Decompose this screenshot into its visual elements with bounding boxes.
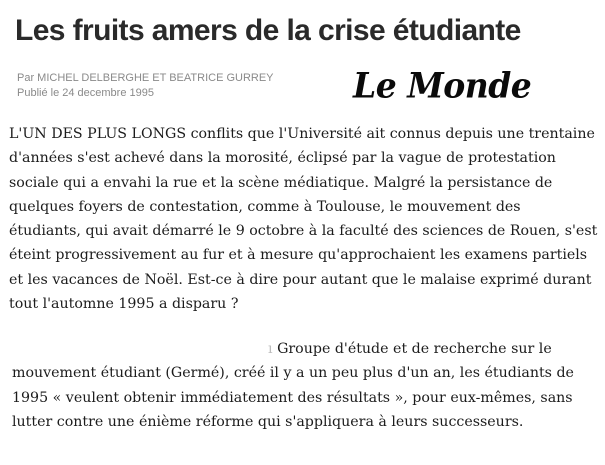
- text-line: d'années s'est achevé dans la morosité, éclipsé par la vague de protestation: [9, 150, 556, 167]
- text-line: lutter contre une énième réforme qui s'appliquera à leurs successeurs.: [12, 413, 524, 430]
- text-line: sociale qui a envahi la rue et la scène médiatique. Malgré la persistance de: [9, 174, 553, 191]
- article-paragraph-1: [9, 122, 599, 316]
- text-line: L'UN DES PLUS LONGS conflits que l'Université ait connus depuis une trentaine: [9, 126, 595, 142]
- text-line: tout l'automne 1995 a disparu ?: [9, 296, 239, 313]
- text-line: mouvement étudiant (Germé), créé il y a un peu plus d'un an, les étudiants de: [12, 365, 574, 382]
- obscured-text-fragment: ı: [268, 341, 273, 357]
- le-monde-logo: Le Monde: [353, 65, 532, 106]
- author-byline: Par MICHEL DELBERGHE ET BEATRICE GURREY: [17, 72, 274, 84]
- text-line: 1995 « veulent obtenir immédiatement des résultats », pour eux-mêmes, sans: [12, 389, 573, 406]
- text-line-content: Groupe d'étude et de recherche sur le: [277, 341, 552, 357]
- text-line: éteint progressivement au fur et à mesure qu'approchaient les examens partiels: [9, 247, 588, 264]
- text-line: étudiants, qui avait démarré le 9 octobre à la faculté des sciences de Rouen, s'est: [9, 223, 598, 240]
- text-line: et les vacances de Noël. Est-ce à dire pour autant que le malaise exprimé durant: [9, 271, 592, 288]
- publish-date: Publié le 24 decembre 1995: [17, 87, 154, 99]
- article-paragraph-2: [12, 337, 602, 434]
- byline-block: [17, 71, 274, 101]
- text-line: [12, 337, 602, 361]
- text-line: quelques foyers de contestation, comme à Toulouse, le mouvement des: [9, 198, 521, 215]
- article-title: Les fruits amers de la crise étudiante: [15, 14, 521, 47]
